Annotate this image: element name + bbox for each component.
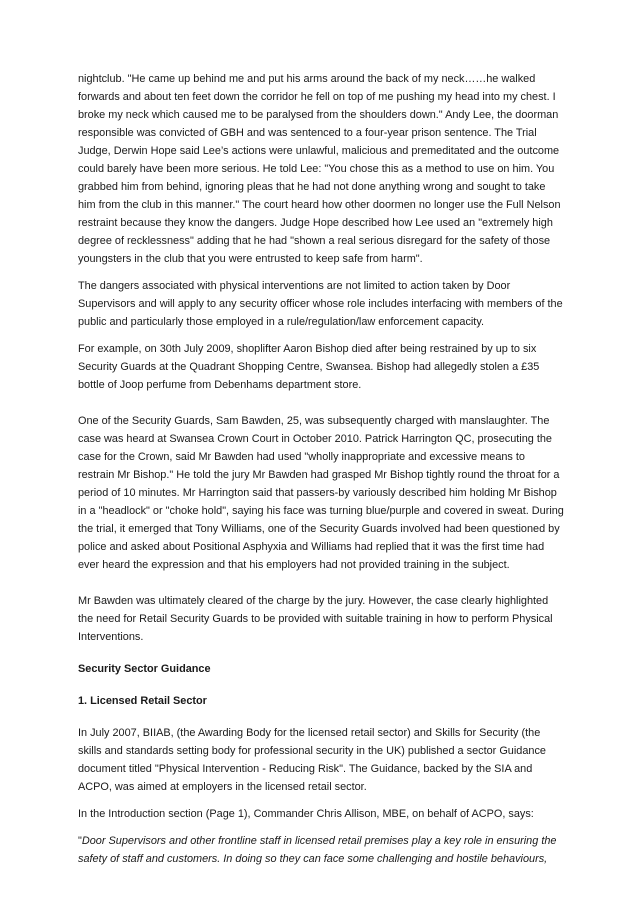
paragraph-introduction: In the Introduction section (Page 1), Commander Chris Allison, MBE, on behalf of ACPO, says: — [78, 808, 534, 820]
paragraph-example-bishop: For example, on 30th July 2009, shoplifter Aaron Bishop died after being restrained by up to six Security Guards at the Quadrant Shopping Centre, Swansea. Bishop had allegedly stolen a £35 bottle of Joop perfume from Debenhams department store. — [78, 343, 540, 391]
heading-security-sector-guidance: Security Sector Guidance — [78, 663, 211, 675]
paragraph-bawden-trial: One of the Security Guards, Sam Bawden, 25, was subsequently charged with manslaughter. The case was heard at Swansea Crown Court in October 2010. Patrick Harrington QC, prosecuting the case for the Crown, said Mr Bawden had used "wholly inappropriate and excessive means to restrain Mr Bishop." He told the jury Mr Bawden had grasped Mr Bishop tightly round the throat for a period of 10 minutes. Mr Harrington said that passers-by variously described him holding Mr Bishop in a "headlock" or "choke hold", saying his face was turning blue/purple and covered in sweat. During the trial, it emerged that Tony Williams, one of the Security Guards involved had been questioned by police and asked about Positional Asphyxia and Williams had replied that it was the first time had ever heard the expression and that his employers had not provided training in the subject. — [78, 415, 564, 571]
quote-text: Door Supervisors and other frontline staff in licensed retail premises play a key role in ensuring the safety of staff and customers. In doing so they can face some challenging and hostile behaviours, — [78, 835, 557, 865]
paragraph-biiab-guidance: In July 2007, BIIAB, (the Awarding Body for the licensed retail sector) and Skills for Security (the skills and standards setting body for professional security in the UK) published a sector Guidance document titled "Physical Intervention - Reducing Risk". The Guidance, backed by the SIA and ACPO, was aimed at employers in the licensed retail sector. — [78, 727, 546, 793]
document-page — [78, 70, 564, 868]
paragraph-verdict: Mr Bawden was ultimately cleared of the charge by the jury. However, the case clearly highlighted the need for Retail Security Guards to be provided with suitable training in how to perform Physical Interventions. — [78, 595, 553, 643]
heading-licensed-retail-sector: 1. Licensed Retail Sector — [78, 695, 207, 707]
paragraph-quote — [78, 832, 564, 868]
quote-mark: " — [78, 835, 82, 847]
paragraph-nightclub-case: nightclub. "He came up behind me and put his arms around the back of my neck……he walked forwards and about ten feet down the corridor he fell on top of me pushing my head into my chest. I broke my neck which caused me to be paralysed from the shoulders down." Andy Lee, the doorman responsible was convicted of GBH and was sentenced to a four-year prison sentence. The Trial Judge, Derwin Hope said Lee’s actions were unlawful, malicious and premeditated and the outcome could barely have been more serious. He told Lee: "You chose this as a method to use on him. You grabbed him from behind, ignoring pleas that he had not done anything wrong and sought to take him from the club in this manner." The court heard how other doormen no longer use the Full Nelson restraint because they know the dangers. Judge Hope described how Lee used an "extremely high degree of recklessness" adding that he had "shown a real serious disregard for the safety of those youngsters in the club that you were entrusted to keep safe from harm". — [78, 73, 561, 265]
paragraph-dangers: The dangers associated with physical interventions are not limited to action taken by Door Supervisors and will apply to any security officer whose role includes interfacing with members of the public and particularly those employed in a rule/regulation/law enforcement capacity. — [78, 280, 563, 328]
